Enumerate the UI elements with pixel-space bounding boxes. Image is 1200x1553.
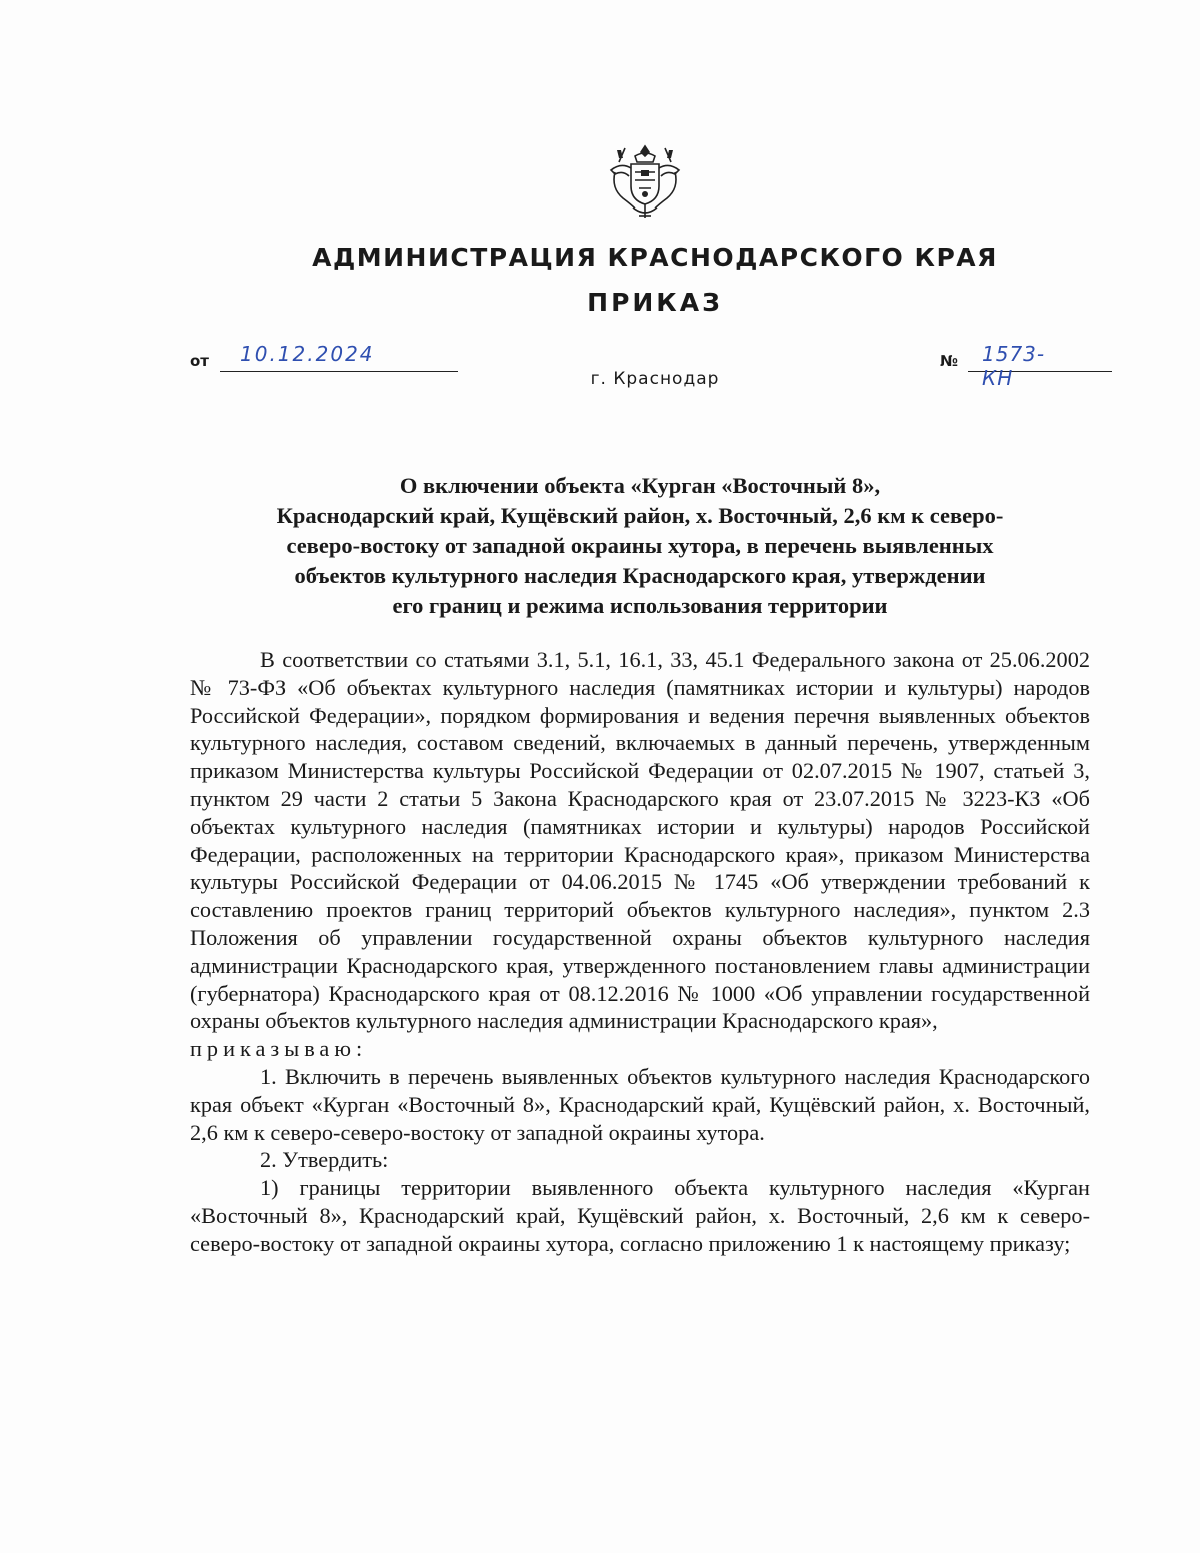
- coat-of-arms-emblem: [605, 142, 685, 222]
- number-prefix: №: [940, 352, 959, 370]
- heading-line: объектов культурного наследия Краснодарского края, утверждении: [294, 563, 986, 588]
- heading-line: Краснодарский край, Кущёвский район, х. Восточный, 2,6 км к северо-: [276, 503, 1004, 528]
- city-name: г. Краснодар: [590, 369, 720, 389]
- item-2-paragraph: 2. Утвердить:: [260, 1147, 389, 1173]
- document-heading: [190, 471, 1090, 621]
- heading-line: северо-востоку от западной окраины хутора, в перечень выявленных: [286, 533, 994, 558]
- organization-title: АДМИНИСТРАЦИЯ КРАСНОДАРСКОГО КРАЯ: [312, 243, 998, 272]
- date-prefix: от: [190, 352, 209, 370]
- document-body: [190, 646, 1090, 1258]
- heading-line: О включении объекта «Курган «Восточный 8»,: [399, 473, 881, 498]
- heading-line: его границ и режима использования территории: [392, 593, 888, 618]
- item-2-1-paragraph: 1) границы территории выявленного объекта культурного наследия «Курган «Восточный 8», Краснодарский край, Кущёвский район, х. Восточный, 2,6 км к северо-северо-востоку от западной окраины хутора, согласно приложению 1 к настоящему приказу;: [190, 1175, 1090, 1256]
- order-word: приказываю:: [190, 1036, 368, 1062]
- item-1-paragraph: 1. Включить в перечень выявленных объектов культурного наследия Краснодарского края объект «Курган «Восточный 8», Краснодарский край, Кущёвский район, х. Восточный, 2,6 км к северо-северо-востоку от западной окраины хутора.: [190, 1063, 1090, 1145]
- document-type: ПРИКАЗ: [587, 288, 723, 317]
- preamble-text: В соответствии со статьями 3.1, 5.1, 16.1, 33, 45.1 Федерального закона от 25.06.2002 № 73-ФЗ «Об объектах культурного наследия (памятниках истории и культуры) народов Российской Федерации», порядком формирования и ведения перечня выявленных объектов культурного наследия, составом сведений, включаемых в данный перечень, утвержденным приказом Министерства культуры Российской Федерации от 02.07.2015 № 1907, статьей 3, пунктом 29 части 2 статьи 5 Закона Краснодарского края от 23.07.2015 № 3223-КЗ «Об объектах культурного наследия (памятниках истории и культуры) народов Российской Федерации, расположенных на территории Краснодарского края», приказом Министерства культуры Российской Федерации от 04.06.2015 № 1745 «Об утверждении требований к составлению проектов границ территорий объектов культурного наследия», пунктом 2.3 Положения об управлении государственной охраны объектов культурного наследия администрации Краснодарского края, утвержденного постановлением главы администрации (губернатора) Краснодарского края от 08.12.2016 № 1000 «Об управлении государственной охраны объектов культурного наследия администрации Краснодарского края»,: [190, 647, 1090, 1034]
- date-value: 10.12.2024: [240, 342, 375, 366]
- preamble-paragraph: [190, 646, 1090, 1063]
- number-value: 1573-КН: [982, 342, 1046, 390]
